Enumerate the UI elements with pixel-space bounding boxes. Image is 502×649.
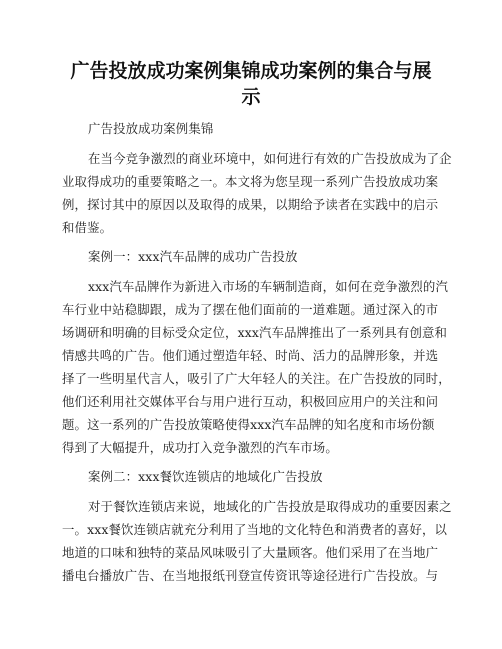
case-heading: 案例一：xxx汽车品牌的成功广告投放 bbox=[88, 249, 298, 264]
paragraph-line: 情感共鸣的广告。他们通过塑造年轻、时尚、活力的品牌形象，并选 bbox=[62, 348, 439, 363]
paragraph-line: 例，探讨其中的原因以及取得的成果，以期给予读者在实践中的启示 bbox=[62, 197, 439, 212]
paragraph-line: 播电台播放广告、在当地报纸刊登宣传资讯等途径进行广告投放。与 bbox=[62, 568, 439, 583]
title-line-2: 示 bbox=[241, 86, 261, 108]
paragraph-line: 场调研和明确的目标受众定位，xxx汽车品牌推出了一系列具有创意和 bbox=[62, 325, 448, 340]
paragraph-line: 一。xxx餐饮连锁店就充分利用了当地的文化特色和消费者的喜好，以 bbox=[62, 522, 448, 537]
paragraph-line: 题。这一系列的广告投放策略使得xxx汽车品牌的知名度和市场份额 bbox=[62, 417, 435, 432]
paragraph-line: 车行业中站稳脚跟，成为了摆在他们面前的一道难题。通过深入的市 bbox=[62, 302, 439, 317]
paragraph-line: 地道的口味和独特的菜品风味吸引了大量顾客。他们采用了在当地广 bbox=[62, 545, 439, 560]
paragraph-line: 业取得成功的重要策略之一。本文将为您呈现一系列广告投放成功案 bbox=[62, 174, 439, 189]
paragraph-line: 对于餐饮连锁店来说，地域化的广告投放是取得成功的重要因素之 bbox=[88, 499, 452, 514]
paragraph-line: xxx汽车品牌作为新进入市场的车辆制造商，如何在竞争激烈的汽 bbox=[88, 279, 449, 294]
case-heading: 案例二：xxx餐饮连锁店的地域化广告投放 bbox=[88, 469, 323, 484]
paragraph-line: 得到了大幅提升，成功打入竞争激烈的汽车市场。 bbox=[62, 440, 338, 455]
paragraph-line: 择了一些明星代言人，吸引了广大年轻人的关注。在广告投放的同时， bbox=[62, 371, 451, 386]
paragraph-line: 和借鉴。 bbox=[62, 220, 113, 235]
subtitle-line: 广告投放成功案例集锦 bbox=[88, 121, 214, 136]
paragraph-line: 在当今竞争激烈的商业环境中，如何进行有效的广告投放成为了企 bbox=[88, 151, 452, 166]
document-title bbox=[60, 58, 442, 110]
paragraph-line: 他们还利用社交媒体平台与用户进行互动，积极回应用户的关注和问 bbox=[62, 394, 439, 409]
title-line-1: 广告投放成功案例集锦成功案例的集合与展 bbox=[70, 60, 432, 82]
